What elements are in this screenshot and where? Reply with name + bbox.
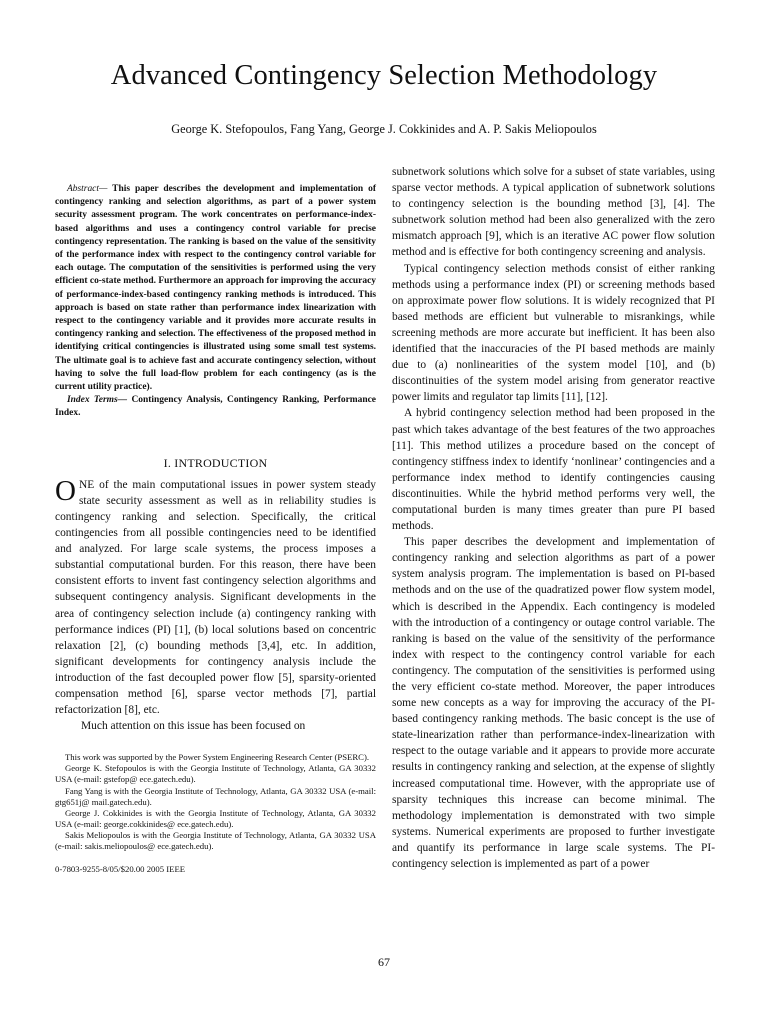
intro-paragraph-1 — [55, 474, 376, 718]
footnotes — [55, 752, 376, 852]
page-number: 67 — [378, 955, 390, 969]
abstract — [55, 183, 376, 421]
intro-paragraph-1-text: NE of the main computational issues in power system steady state security assessment as well as in reliability studies is contingency ranking and selection. Specifically, the critical contingencies from all possible contingencies need to be identified and analyzed. For large scale systems, the process imposes a substantial computational burden. For this reason, there have been consistent efforts to invent fast contingency selection algorithms and subsequent contingency analysis. Significant developments in the area of contingency selection include (a) contingency ranking with performance indices (PI) [1], (b) local solutions based on concentric relaxation [2], (c) bounding methods [3,4], etc. In addition, significant developments for contingency analysis include the introduction of the fast decoupled power flow [5], sparsity-oriented compensation method [6], sparse vector methods [7], partial refactorization [8], etc. — [55, 478, 376, 717]
abstract-label: Abstract— — [67, 184, 108, 194]
footnote: Fang Yang is with the Georgia Institute of Technology, Atlanta, GA 30332 USA (e-mail: gtg651j@ mail.gatech.edu). — [55, 785, 376, 807]
body-paragraph: A hybrid contingency selection method had been proposed in the past which takes advantage of the best features of the two approaches [11]. This method utilizes a procedure based on the concept of contingency stiffness index to identify ‘nonlinear’ contingencies and a performance index method to identify contingencies causing discontinuities. While the hybrid method performs very well, the computational burden is many times greater than pure PI based methods. — [392, 407, 715, 533]
index-terms-text: Contingency Analysis, Contingency Ranking, Performance Index. — [55, 395, 376, 419]
copyright-line: 0-7803-9255-8/05/$20.00 2005 IEEE — [55, 864, 186, 875]
footnote: This work was supported by the Power System Engineering Research Center (PSERC). — [65, 752, 370, 763]
left-column — [55, 183, 376, 875]
footnote: Sakis Meliopoulos is with the Georgia Institute of Technology, Atlanta, GA 30332 USA (e-mail: sakis.meliopoulos@ ece.gatech.edu). — [55, 829, 376, 851]
body-paragraph: Typical contingency selection methods consist of either ranking methods using a performance index (PI) or screening methods based on approximate power flow solutions. It is widely recognized that PI based methods are efficient but vulnerable to misrankings, while screening methods are more accurate but inefficient. It has been also identified that the inaccuracies of the PI based methods are mainly due to (a) nonlinearities of the system model [10], and (b) discontinuities of the system model arising from generator reactive power limits and regulator tap limits [11], [12]. — [392, 262, 715, 404]
drop-cap: O — [55, 474, 76, 507]
body-paragraph: subnetwork solutions which solve for a subset of state variables, using sparse vector methods. A typical application of subnetwork solutions to contingency selection is the bounding method [3], [4]. The subnetwork solution method had been also generalized with the zero mismatch approach [9], which is an iterative AC power flow solution method and is effective for both contingency screening and analysis. — [392, 166, 715, 259]
footnote: George K. Stefopoulos is with the Georgia Institute of Technology, Atlanta, GA 30332 USA (e-mail: gstefop@ ece.gatech.edu). — [55, 763, 376, 785]
footnote: George J. Cokkinides is with the Georgia Institute of Technology, Atlanta, GA 30332 USA (e-mail: george.cokkinides@ ece.gatech.edu). — [55, 807, 376, 829]
abstract-text: This paper describes the development and implementation of contingency ranking and selection algorithms, as part of a power system security assessment program. The work concentrates on performance-index-based algorithms and uses a contingency control variable for precise contingency representation. The ranking is based on the value of the sensitivity of the performance index with respect to the contingency control variable for each outage. The computation of the sensitivities is performed using the very efficient co-state method. Furthermore an approach for improving the accuracy of performance-index-based contingency ranking methods is introduced. This approach is based on state rather than performance index linearization with respect to the contingency variable and it provides more accurate results in contingency ranking and selection. The effectiveness of the proposed method in identifying critical contingencies is illustrated using some small test systems. The ultimate goal is to achieve fast and accurate contingency selection, without having to solve the full load-flow problem for each contingency (as is the current utility practice). — [55, 184, 376, 393]
paper-title: Advanced Contingency Selection Methodology — [110, 60, 658, 91]
right-column — [392, 164, 715, 872]
section-heading-introduction: I. INTRODUCTION — [163, 455, 268, 470]
intro-paragraph-2: Much attention on this issue has been focused on — [81, 720, 306, 733]
index-terms-label: Index Terms— — [67, 395, 128, 406]
body-paragraph: This paper describes the development and implementation of contingency ranking and selection algorithms as part of a power system analysis program. The implementation is based on PI-based methods and on the use of the quadratized power flow system model, which is described in the Appendix. Each contingency is modeled with the introduction of a contingency or outage control variable. The ranking is based on the value of the sensitivity of the performance index with respect to the contingency control variable for each contingency. The computation of the sensitivities is performed using the very efficient co-state method. Moreover, the paper introduces some new concepts as a way for improving the accuracy of the PI-based contingency ranking methods. The basic concept is the use of state-linearization rather than performance-index-linearization with respect to the outage variable and it appears to provide more accurate results in contingency ranking and selection, at the expense of slightly increased computational time. However, with the appropriate use of sparsity techniques this increase can become minimal. The methodology implementation is demonstrated with two simple systems. Numerical experiments are proposed to further investigate and quantify its performance in large scale systems. The PI-contingency selection is implemented as part of a power — [392, 536, 715, 871]
author-list: George K. Stefopoulos, Fang Yang, George J. Cokkinides and A. P. Sakis Meliopoulos — [171, 122, 597, 136]
